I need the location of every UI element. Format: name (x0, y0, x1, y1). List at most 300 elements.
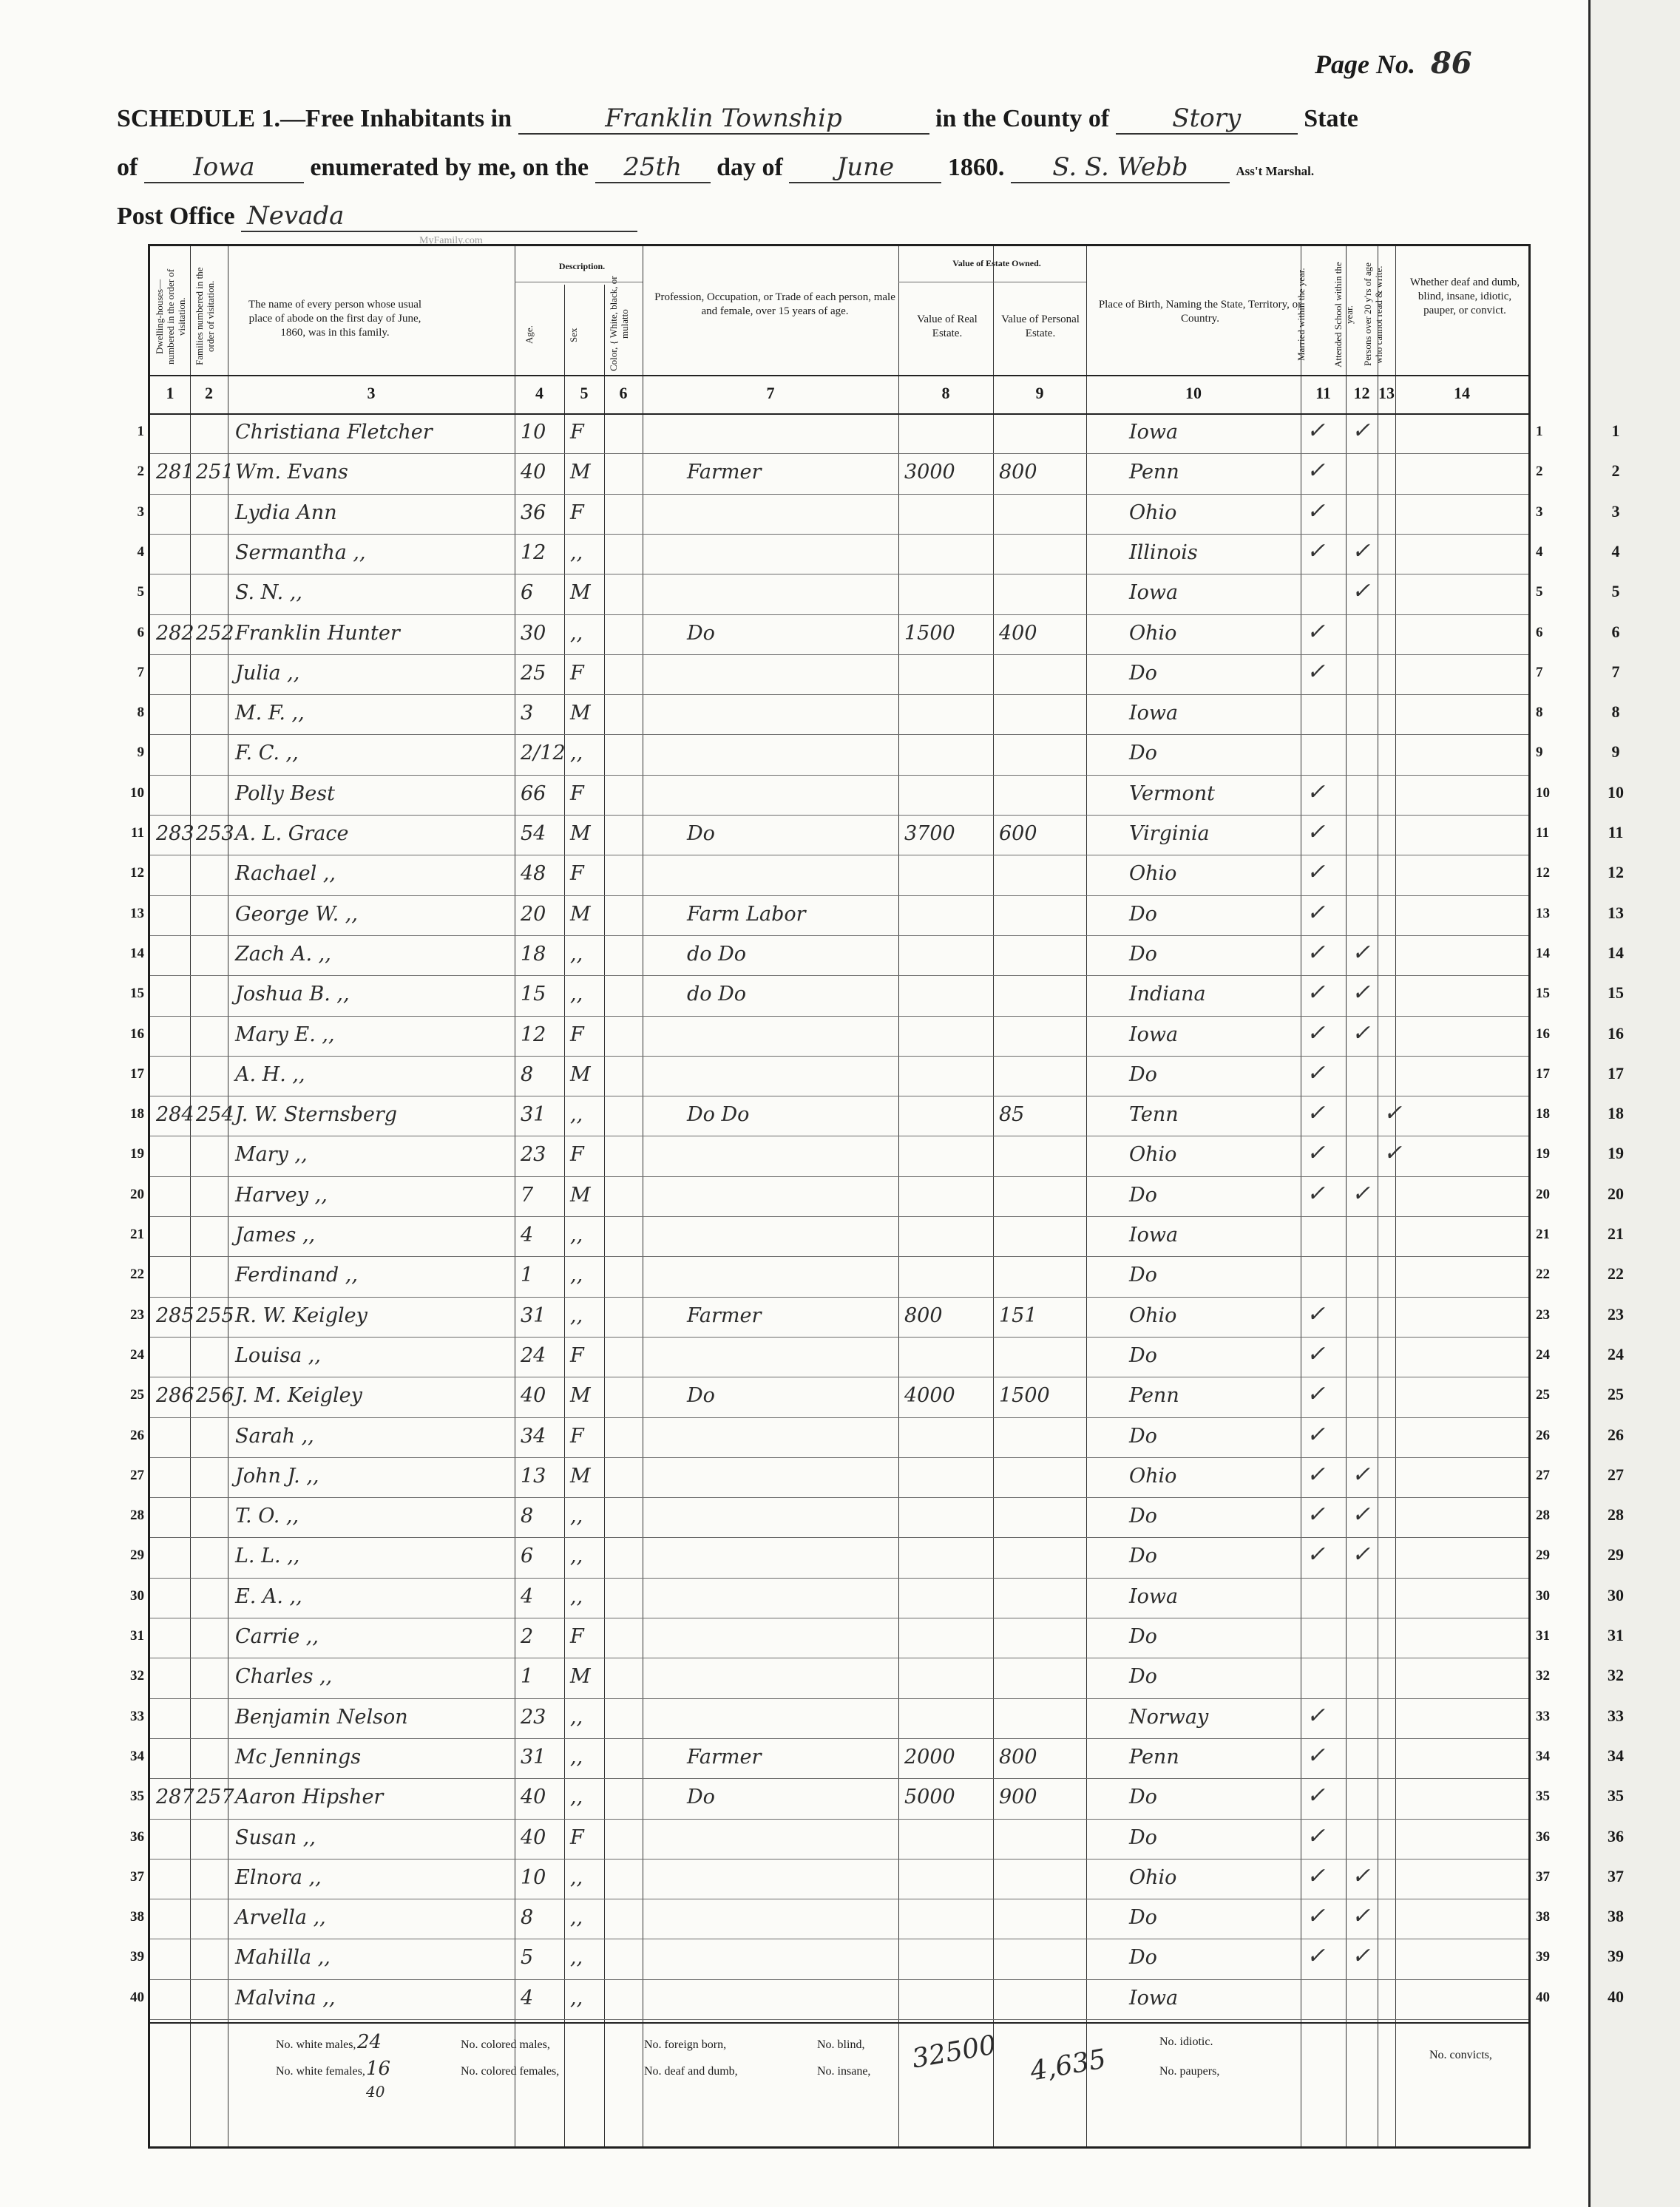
cell-age: 8 (521, 1505, 534, 1528)
adjacent-row-number: 8 (1611, 702, 1620, 722)
cell-sex: ,, (570, 1545, 583, 1568)
cell-age: 40 (521, 1384, 546, 1408)
row-number-right: 36 (1536, 1828, 1550, 1845)
row-number: 15 (130, 986, 144, 1002)
deaf-dumb-label: No. deaf and dumb, (644, 2065, 738, 2078)
cell-sex: F (570, 661, 584, 685)
row-number: 29 (130, 1547, 144, 1564)
column-rule (898, 246, 899, 2146)
cell-real: 4000 (904, 1384, 955, 1408)
cell-name: M. F. ,, (235, 702, 305, 725)
checkmark-c12: ✓ (1352, 1181, 1371, 1206)
cell-sex: F (570, 862, 584, 886)
checkmark-c11: ✓ (1307, 1382, 1326, 1407)
cell-fam: 256 (196, 1384, 234, 1408)
checkmark-c11: ✓ (1307, 980, 1326, 1006)
adjacent-row-number: 17 (1608, 1063, 1624, 1082)
cell-name: Sarah ,, (235, 1424, 314, 1448)
cell-real: 5000 (904, 1786, 955, 1809)
county-label: in the County of (935, 105, 1110, 132)
insane-label: No. insane, (817, 2065, 871, 2078)
cell-name: E. A. ,, (235, 1584, 302, 1608)
row-number: 24 (130, 1346, 144, 1363)
header-birthplace: Place of Birth, Naming the State, Territory, or Country. (1098, 299, 1302, 325)
adjacent-row-number: 37 (1608, 1866, 1624, 1885)
cell-sex: M (570, 1183, 591, 1207)
checkmark-c11: ✓ (1307, 1181, 1326, 1206)
column-rule (1086, 246, 1087, 2146)
column-rule (564, 285, 565, 2146)
cell-occ: Do (687, 822, 715, 845)
cell-sex: F (570, 1825, 584, 1849)
header-dwelling: Dwelling-houses— numbered in the order of visitation. (154, 268, 187, 365)
cell-age: 8 (521, 1062, 534, 1086)
row-number-right: 1 (1536, 424, 1543, 439)
row-rule (150, 2019, 1528, 2020)
white-males-count: 24 (357, 2031, 382, 2053)
cell-occ: Do (687, 1786, 715, 1809)
row-number: 8 (137, 705, 144, 721)
enumeration-line (117, 152, 1314, 183)
checkmark-c11: ✓ (1307, 538, 1326, 563)
cell-occ: do Do (687, 983, 747, 1006)
white-females-label: No. white females, (276, 2065, 365, 2078)
row-number: 36 (130, 1828, 144, 1845)
row-rule (150, 1979, 1528, 1980)
adjacent-row-number: 3 (1611, 501, 1620, 521)
cell-birth: Iowa (1129, 581, 1179, 605)
checkmark-c11: ✓ (1307, 659, 1326, 684)
cell-name: A. L. Grace (235, 822, 349, 845)
adjacent-row-number: 21 (1608, 1224, 1624, 1243)
cell-age: 18 (521, 942, 546, 966)
row-rule (150, 694, 1528, 695)
cell-name: J. W. Sternsberg (235, 1103, 398, 1127)
cell-fam: 251 (196, 461, 234, 484)
row-rule (150, 1578, 1528, 1579)
cell-birth: Iowa (1129, 421, 1179, 444)
row-rule (150, 1056, 1528, 1057)
cell-sex: ,, (570, 540, 583, 564)
adjacent-row-number: 6 (1611, 622, 1620, 641)
adjacent-row-number: 16 (1608, 1023, 1624, 1043)
checkmark-c11: ✓ (1307, 1462, 1326, 1487)
adjacent-row-number: 22 (1608, 1264, 1624, 1284)
row-number-right: 37 (1536, 1868, 1550, 1885)
row-number-right: 7 (1536, 664, 1543, 680)
census-table (130, 244, 1550, 2149)
cell-age: 4 (521, 1224, 534, 1247)
row-rule (150, 1256, 1528, 1257)
cell-fam: 254 (196, 1103, 234, 1127)
row-rule (150, 494, 1528, 495)
adjacent-row-number: 5 (1611, 582, 1620, 601)
row-rule (150, 614, 1528, 615)
row-number-right: 20 (1536, 1186, 1550, 1202)
row-number-right: 39 (1536, 1949, 1550, 1965)
checkmark-c11: ✓ (1307, 1542, 1326, 1567)
cell-name: Mahilla ,, (235, 1946, 331, 1970)
row-number: 3 (137, 504, 144, 520)
column-number: 14 (1454, 384, 1470, 402)
row-number: 7 (137, 664, 144, 680)
header-color: Color, { White, black, or mulatto (608, 276, 630, 372)
cell-sex: ,, (570, 621, 583, 645)
adjacent-row-number: 30 (1608, 1585, 1624, 1604)
adjacent-row-number: 40 (1608, 1987, 1624, 2006)
cell-name: S. N. ,, (235, 581, 302, 605)
row-number: 10 (130, 784, 144, 801)
adjacent-row-number: 34 (1608, 1746, 1624, 1765)
row-number-right: 18 (1536, 1106, 1550, 1122)
header-family: Families numbered in the order of visitation. (194, 267, 216, 366)
adjacent-row-number: 13 (1608, 903, 1624, 922)
row-number: 35 (130, 1789, 144, 1805)
cell-occ: Farmer (687, 461, 762, 484)
cell-birth: Virginia (1129, 822, 1210, 845)
row-number-right: 14 (1536, 945, 1550, 961)
cell-sex: ,, (570, 1103, 583, 1127)
cell-pers: 151 (999, 1303, 1037, 1327)
row-number-right: 3 (1536, 504, 1543, 520)
cell-sex: ,, (570, 1745, 583, 1769)
cell-age: 40 (521, 1786, 546, 1809)
cell-age: 12 (521, 1023, 546, 1046)
adjacent-row-number: 33 (1608, 1706, 1624, 1725)
cell-birth: Do (1129, 742, 1157, 765)
adjacent-row-number: 19 (1608, 1144, 1624, 1163)
year-label: 1860. (947, 154, 1005, 181)
row-number-right: 25 (1536, 1387, 1550, 1403)
cell-age: 31 (521, 1103, 546, 1127)
cell-birth: Iowa (1129, 702, 1179, 725)
cell-age: 4 (521, 1584, 534, 1608)
paupers-label: No. paupers, (1159, 2065, 1220, 2078)
row-number-right: 19 (1536, 1146, 1550, 1162)
row-number-right: 38 (1536, 1909, 1550, 1925)
row-number: 19 (130, 1146, 144, 1162)
cell-sex: M (570, 822, 591, 845)
cell-name: Charles ,, (235, 1665, 333, 1689)
column-number: 13 (1378, 384, 1395, 402)
row-number-right: 15 (1536, 986, 1550, 1002)
row-number: 23 (130, 1306, 144, 1323)
checkmark-c13: ✓ (1383, 1141, 1403, 1166)
cell-name: Malvina ,, (235, 1986, 336, 2010)
cell-sex: M (570, 1464, 591, 1488)
cell-occ: Farm Labor (687, 902, 806, 926)
cell-dw: 282 (156, 621, 194, 645)
cell-birth: Iowa (1129, 1224, 1179, 1247)
cell-age: 5 (521, 1946, 534, 1970)
checkmark-c12: ✓ (1352, 1462, 1371, 1487)
cell-sex: M (570, 902, 591, 926)
cell-name: T. O. ,, (235, 1505, 299, 1528)
row-number-right: 8 (1536, 705, 1543, 721)
row-number: 33 (130, 1708, 144, 1724)
row-number-right: 12 (1536, 865, 1550, 881)
row-rule (150, 1176, 1528, 1177)
checkmark-c11: ✓ (1307, 1703, 1326, 1728)
cell-age: 36 (521, 501, 546, 524)
checkmark-c12: ✓ (1352, 1020, 1371, 1045)
row-number-right: 22 (1536, 1267, 1550, 1283)
row-number: 32 (130, 1668, 144, 1684)
adjacent-row-number: 25 (1608, 1385, 1624, 1404)
cell-birth: Do (1129, 1946, 1157, 1970)
cell-sex: M (570, 1062, 591, 1086)
cell-sex: ,, (570, 1584, 583, 1608)
cell-age: 1 (521, 1264, 534, 1287)
cell-real: 3000 (904, 461, 955, 484)
checkmark-c11: ✓ (1307, 1141, 1326, 1166)
white-females-count: 16 (366, 2058, 391, 2080)
cell-sex: ,, (570, 942, 583, 966)
row-rule (150, 1457, 1528, 1458)
column-number: 8 (941, 384, 950, 402)
cell-age: 10 (521, 421, 546, 444)
row-number-right: 40 (1536, 1989, 1550, 2005)
checkmark-c12: ✓ (1352, 579, 1371, 604)
row-number: 40 (130, 1989, 144, 2005)
row-number-right: 35 (1536, 1789, 1550, 1805)
cell-birth: Do (1129, 1625, 1157, 1648)
cell-age: 12 (521, 540, 546, 564)
cell-age: 6 (521, 581, 534, 605)
row-number: 22 (130, 1267, 144, 1283)
row-number-right: 13 (1536, 905, 1550, 921)
cell-name: Julia ,, (235, 661, 300, 685)
row-number: 21 (130, 1227, 144, 1242)
adjacent-row-number: 36 (1608, 1826, 1624, 1845)
cell-sex: F (570, 421, 584, 444)
cell-age: 8 (521, 1906, 534, 1930)
day-field: 25th (595, 152, 711, 183)
checkmark-c12: ✓ (1352, 538, 1371, 563)
cell-birth: Do (1129, 1825, 1157, 1849)
checkmark-c11: ✓ (1307, 619, 1326, 644)
cell-name: Susan ,, (235, 1825, 316, 1849)
row-rule (150, 1297, 1528, 1298)
checkmark-c11: ✓ (1307, 940, 1326, 965)
cell-birth: Do (1129, 1343, 1157, 1367)
row-number-right: 2 (1536, 464, 1543, 480)
row-rule (150, 453, 1528, 454)
cell-age: 20 (521, 902, 546, 926)
day-label: day of (717, 154, 783, 181)
adjacent-row-number: 20 (1608, 1184, 1624, 1203)
cell-name: Louisa ,, (235, 1343, 321, 1367)
cell-name: Harvey ,, (235, 1183, 328, 1207)
cell-name: Arvella ,, (235, 1906, 326, 1930)
cell-name: Mc Jennings (235, 1745, 362, 1769)
cell-birth: Do (1129, 1505, 1157, 1528)
cell-name: Lydia Ann (235, 501, 337, 524)
cell-birth: Penn (1129, 1384, 1179, 1408)
header-illiterate: Persons over 20 y'rs of age who cannot read & write. (1362, 262, 1384, 367)
cell-age: 40 (521, 1825, 546, 1849)
checkmark-c11: ✓ (1307, 1101, 1326, 1126)
adjacent-row-number: 39 (1608, 1947, 1624, 1966)
row-number: 12 (130, 865, 144, 881)
schedule-title: SCHEDULE 1.—Free Inhabitants in (117, 105, 512, 132)
cell-real: 2000 (904, 1745, 955, 1769)
cell-name: Zach A. ,, (235, 942, 331, 966)
township-field: Franklin Township (518, 104, 929, 135)
row-number-right: 21 (1536, 1227, 1550, 1242)
cell-age: 7 (521, 1183, 534, 1207)
cell-name: Sermantha ,, (235, 540, 366, 564)
cell-birth: Do (1129, 1906, 1157, 1930)
row-number: 11 (131, 825, 144, 841)
row-rule (150, 815, 1528, 816)
cell-age: 24 (521, 1343, 546, 1367)
row-number: 5 (137, 584, 144, 600)
checkmark-c11: ✓ (1307, 1502, 1326, 1528)
adjacent-row-number: 11 (1608, 823, 1624, 841)
checkmark-c11: ✓ (1307, 498, 1326, 523)
cell-birth: Iowa (1129, 1584, 1179, 1608)
row-number: 18 (130, 1106, 144, 1122)
checkmark-c11: ✓ (1307, 1904, 1326, 1929)
cell-name: John J. ,, (235, 1464, 319, 1488)
row-number: 38 (130, 1909, 144, 1925)
cell-birth: Illinois (1129, 540, 1198, 564)
checkmark-c11: ✓ (1307, 900, 1326, 925)
row-number: 37 (130, 1868, 144, 1885)
adjacent-row-number: 31 (1608, 1626, 1624, 1644)
header-estate: Value of Estate Owned. (952, 258, 1041, 268)
cell-sex: ,, (570, 742, 583, 765)
column-rule (993, 246, 994, 2146)
cell-birth: Ohio (1129, 1865, 1177, 1889)
checkmark-c11: ✓ (1307, 779, 1326, 804)
cell-birth: Norway (1129, 1705, 1209, 1729)
column-number: 2 (205, 384, 213, 402)
cell-fam: 253 (196, 822, 234, 845)
cell-real: 800 (904, 1303, 943, 1327)
cell-name: Joshua B. ,, (235, 983, 350, 1006)
adjacent-row-number: 12 (1608, 863, 1624, 882)
cell-birth: Penn (1129, 1745, 1179, 1769)
row-rule (150, 1537, 1528, 1538)
cell-age: 6 (521, 1545, 534, 1568)
cell-age: 3 (521, 702, 534, 725)
cell-name: George W. ,, (235, 902, 358, 926)
personal-estate-total: 4,635 (1028, 2044, 1108, 2087)
adjacent-row-number: 2 (1611, 461, 1620, 481)
cell-sex: ,, (570, 1303, 583, 1327)
row-rule (150, 975, 1528, 976)
checkmark-c11: ✓ (1307, 418, 1326, 443)
schedule-title-line (117, 104, 1358, 135)
row-rule (150, 1216, 1528, 1217)
cell-age: 2 (521, 1625, 534, 1648)
row-rule (150, 1819, 1528, 1820)
cell-occ: Farmer (687, 1303, 762, 1327)
row-number-right: 32 (1536, 1668, 1550, 1684)
row-number: 2 (137, 464, 144, 480)
cell-birth: Do (1129, 1545, 1157, 1568)
cell-sex: F (570, 501, 584, 524)
cell-sex: F (570, 1424, 584, 1448)
checkmark-c12: ✓ (1352, 418, 1371, 443)
cell-age: 66 (521, 782, 546, 805)
row-number: 13 (130, 905, 144, 921)
checkmark-c12: ✓ (1352, 1944, 1371, 1969)
cell-fam: 252 (196, 621, 234, 645)
white-males-label: No. white males, (276, 2038, 356, 2051)
county-field: Story (1116, 104, 1298, 135)
cell-birth: Penn (1129, 461, 1179, 484)
row-number-right: 27 (1536, 1467, 1550, 1483)
cell-birth: Do (1129, 1062, 1157, 1086)
cell-sex: ,, (570, 1264, 583, 1287)
row-rule (150, 534, 1528, 535)
row-number: 39 (130, 1949, 144, 1965)
colored-males-label: No. colored males, (461, 2038, 550, 2051)
cell-birth: Do (1129, 1665, 1157, 1689)
checkmark-c11: ✓ (1307, 820, 1326, 844)
column-number: 12 (1353, 384, 1370, 402)
checkmark-c11: ✓ (1307, 1743, 1326, 1768)
adjacent-row-number: 38 (1608, 1907, 1624, 1926)
checkmark-c11: ✓ (1307, 860, 1326, 885)
cell-pers: 900 (999, 1786, 1037, 1809)
row-number: 25 (130, 1387, 144, 1403)
adjacent-row-number: 29 (1608, 1545, 1624, 1564)
cell-age: 4 (521, 1986, 534, 2010)
cell-sex: M (570, 461, 591, 484)
row-number: 28 (130, 1508, 144, 1524)
cell-pers: 400 (999, 621, 1037, 645)
real-estate-total: 32500 (910, 2030, 999, 2075)
cell-name: Rachael ,, (235, 862, 336, 886)
row-number: 1 (137, 424, 144, 439)
cell-pers: 600 (999, 822, 1037, 845)
cell-name: Christiana Fletcher (235, 421, 433, 444)
cell-sex: ,, (570, 1865, 583, 1889)
checkmark-c11: ✓ (1307, 1823, 1326, 1848)
page-number-value: 86 (1430, 46, 1472, 81)
row-number-right: 30 (1536, 1587, 1550, 1604)
adjacent-row-number: 23 (1608, 1304, 1624, 1323)
cell-birth: Ohio (1129, 862, 1177, 886)
cell-occ: Do (687, 1384, 715, 1408)
row-rule (150, 654, 1528, 655)
cell-name: F. C. ,, (235, 742, 299, 765)
row-number-right: 4 (1536, 543, 1543, 560)
row-rule (150, 1738, 1528, 1739)
adjacent-row-number: 27 (1608, 1465, 1624, 1484)
cell-fam: 255 (196, 1303, 234, 1327)
cell-age: 10 (521, 1865, 546, 1889)
header-personal-estate: Value of Personal Estate. (1001, 313, 1080, 339)
checkmark-c12: ✓ (1352, 1542, 1371, 1567)
page-number (1315, 46, 1472, 81)
cell-age: 2/12 (521, 742, 566, 765)
cell-sex: M (570, 702, 591, 725)
cell-age: 23 (521, 1705, 546, 1729)
cell-sex: M (570, 1665, 591, 1689)
watermark: MyFamily.com (419, 235, 483, 246)
header-real-estate: Value of Real Estate. (917, 313, 978, 339)
state-label: State (1304, 105, 1358, 132)
cell-birth: Do (1129, 1786, 1157, 1809)
adjacent-row-number: 9 (1611, 742, 1620, 762)
row-number-right: 28 (1536, 1508, 1550, 1524)
column-number: 5 (580, 384, 589, 402)
